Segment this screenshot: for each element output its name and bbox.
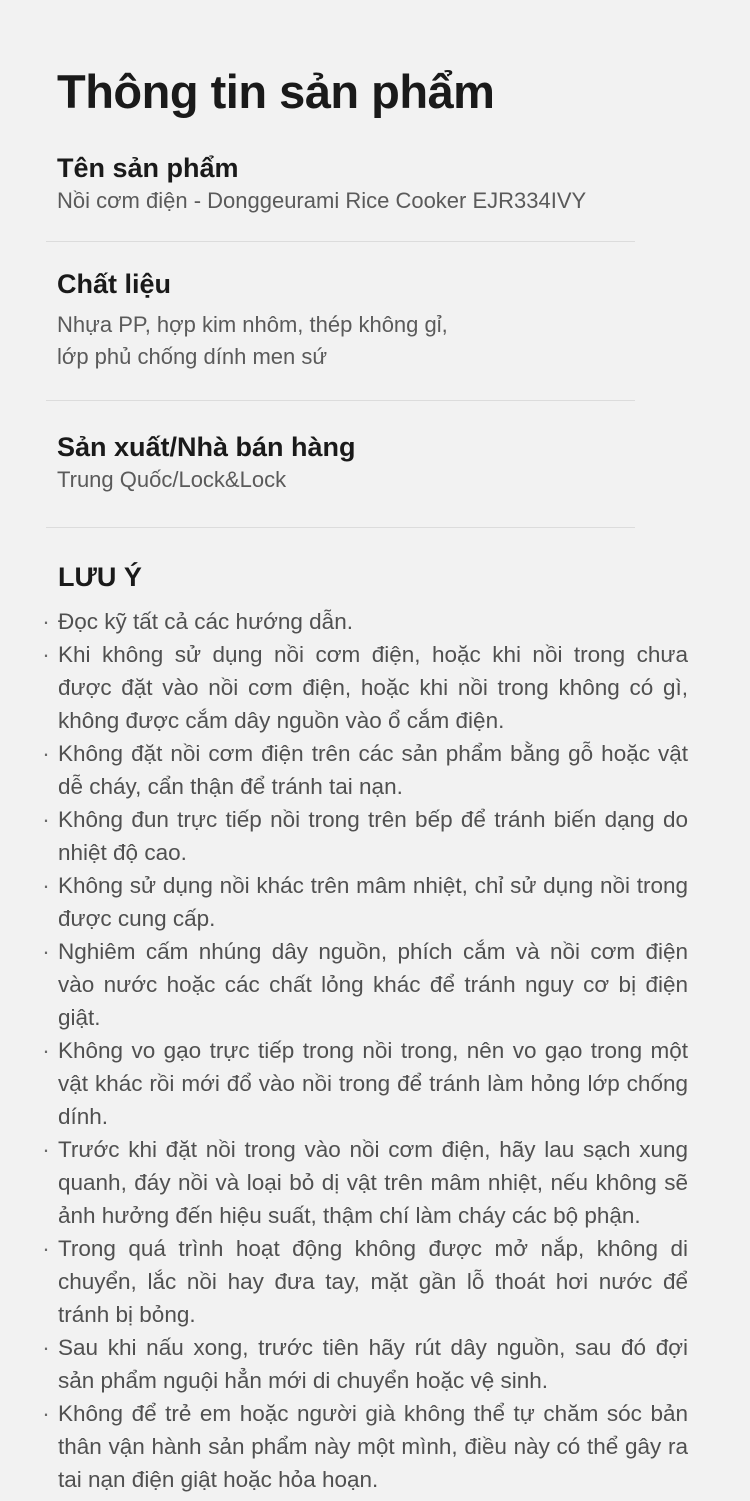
bullet: · — [42, 1236, 50, 1261]
list-item — [40, 638, 688, 737]
note-text: Không đặt nồi cơm điện trên các sản phẩm bằng gỗ hoặc vật dễ cháy, cẩn thận để tránh tai nạn. — [58, 741, 688, 799]
note-text: Trước khi đặt nồi trong vào nồi cơm điện, hãy lau sạch xung quanh, đáy nồi và loại bỏ dị vật trên mâm nhiệt, nếu không sẽ ảnh hưởng đến hiệu suất, thậm chí làm cháy các bộ phận. — [58, 1137, 688, 1228]
bullet: · — [42, 741, 50, 766]
page-title: Thông tin sản phẩm — [57, 65, 495, 118]
list-item — [40, 1331, 688, 1397]
bullet: · — [42, 1401, 50, 1426]
bullet: · — [42, 873, 50, 898]
bullet: · — [42, 807, 50, 832]
section-product-name — [57, 151, 677, 217]
list-item — [40, 737, 688, 803]
divider — [46, 527, 635, 528]
list-item — [40, 1034, 688, 1133]
bullet: · — [42, 1335, 50, 1360]
manufacturer-value: Trung Quốc/Lock&Lock — [57, 467, 287, 492]
note-text: Đọc kỹ tất cả các hướng dẫn. — [58, 609, 353, 634]
product-name-value: Nồi cơm điện - Donggeurami Rice Cooker EJR334IVY — [57, 188, 587, 213]
note-text: Không để trẻ em hoặc người già không thể tự chăm sóc bản thân vận hành sản phẩm này một mình, điều này có thể gây ra tai nạn điện giật hoặc hỏa hoạn. — [58, 1401, 688, 1492]
bullet: · — [42, 642, 50, 667]
section-manufacturer — [57, 430, 677, 496]
note-text: Không vo gạo trực tiếp trong nồi trong, nên vo gạo trong một vật khác rồi mới đổ vào nồi trong để tránh làm hỏng lớp chống dính. — [58, 1038, 688, 1129]
notes-title: LƯU Ý — [58, 562, 142, 592]
note-text: Khi không sử dụng nồi cơm điện, hoặc khi nồi trong chưa được đặt vào nồi cơm điện, hoặc khi nồi trong không có gì, không được cắm dây nguồn vào ổ cắm điện. — [58, 642, 688, 733]
list-item — [40, 605, 688, 638]
manufacturer-label: Sản xuất/Nhà bán hàng — [57, 432, 356, 462]
bullet: · — [42, 609, 50, 634]
list-item — [40, 1232, 688, 1331]
material-label: Chất liệu — [57, 269, 172, 299]
divider — [46, 400, 635, 401]
list-item — [40, 869, 688, 935]
product-name-label: Tên sản phẩm — [57, 153, 239, 183]
bullet: · — [42, 1038, 50, 1063]
list-item — [40, 935, 688, 1034]
notes-list — [40, 605, 688, 1496]
bullet: · — [42, 1137, 50, 1162]
material-value: Nhựa PP, hợp kim nhôm, thép không gỉ, lớp phủ chống dính men sứ — [57, 312, 448, 369]
note-text: Không sử dụng nồi khác trên mâm nhiệt, chỉ sử dụng nồi trong được cung cấp. — [58, 873, 688, 931]
note-text: Trong quá trình hoạt động không được mở nắp, không di chuyển, lắc nồi hay đưa tay, mặt gần lỗ thoát hơi nước để tránh bị bỏng. — [58, 1236, 688, 1327]
list-item — [40, 1397, 688, 1496]
list-item — [40, 1133, 688, 1232]
note-text: Sau khi nấu xong, trước tiên hãy rút dây nguồn, sau đó đợi sản phẩm nguội hẳn mới di chuyển hoặc vệ sinh. — [58, 1335, 688, 1393]
section-material — [57, 267, 677, 373]
bullet: · — [42, 939, 50, 964]
note-text: Không đun trực tiếp nồi trong trên bếp để tránh biến dạng do nhiệt độ cao. — [58, 807, 688, 865]
list-item — [40, 803, 688, 869]
note-text: Nghiêm cấm nhúng dây nguồn, phích cắm và nồi cơm điện vào nước hoặc các chất lỏng khác để tránh nguy cơ bị điện giật. — [58, 939, 688, 1030]
divider — [46, 241, 635, 242]
